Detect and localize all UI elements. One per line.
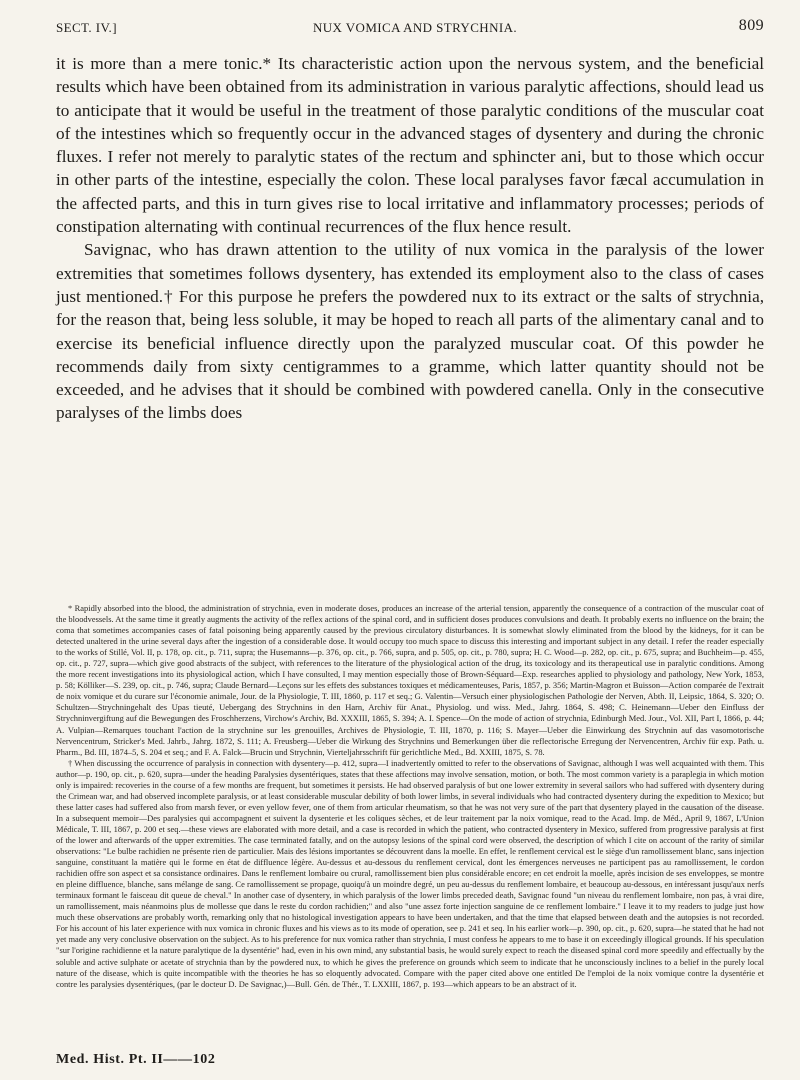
footnote-2: † When discussing the occurrence of paralysis in connection with dysentery—p. 412, supra—I inadvertently omitted to refer to the observations of Savignac, although I was well acquainted with them. This author—p. 190, op. cit., p. 620, supra—under the heading Paralysies dysentériques, states that these affections may involve sensation, motion, or both. The most common variety is a paraplegia in which motion only is impaired: recoveries in the course of a few months are frequent, but sometimes it persists. He had observed paralysis of but one lower extremity in several sailors who had suffered with dysentery during the Crimean war, and had observed incomplete paralysis, or at least considerable muscular debility of both lower limbs, in several individuals who had contracted dysentery during the expedition to Mexico; but these latter cases had suffered also from marsh fever, or even yellow fever, one of them from articular rheumatism, so that he was not very sure of the part that dysentery played in the causation of the disease. In a subsequent memoir—Des paralysies qui accompagnent et suivent la dysenterie et les coliques sèches, et de leur traitement par la noix vomique, read to the Acad. Imp. de Méd., April 9, 1867, L'Union Médicale, T. III, 1867, p. 200 et seq.—these views are elaborated with more detail, and a case is recorded in which the patient, who contracted dysentery in Mexico, suffered from progressive paralysis at first of the lower and afterwards of the upper extremities. The case terminated fatally, and on the autopsy lesions of the spinal cord were observed, the description of which I cite on account of the rarity of similar observations: "Le bulbe rachidien ne présente rien de particulier. Mais des lésions importantes se découvrent dans la moelle. En effet, le renflement cervical est le siège d'un ramollissement blanc, sans injection sanguine, constituant la matière qui le forme en état de diffluence légère. Au-dessus et au-dessous du renflement cervical, dont les émergences nerveuses ne participent pas au ramollissement, le cordon rachidien offre son aspect et sa consistance ordinaires. Dans le renflement lombaire ou crural, ramollissement bien plus considérable encore; en cet endroit la moelle, après incision de ses enveloppes, se montre en pleine diffluence, blanche, sans mélange de sang. Ce ramollissement se propage, quoiqu'à un moindre degré, un peu au-dessus du renflement lombaire, et beaucoup au-dessous, en intéressant jusqu'aux nerfs terminaux formant le faisceau dit queue de cheval." In another case of dysentery, in which paralysis of the lower limbs preceded death, Savignac found "un niveau du renflement lombaire, non pas, à vrai dire, un ramollissement, mais néanmoins plus de mollesse que dans le reste du cordon rachidien;" and also "une assez forte injection sanguine de ce renflement lombaire." I leave it to my readers to judge just how much these observations are probably worth, remarking only that no histological investigation appears to have been undertaken, and that the time that elapsed between death and the autopsies is not recorded. For his account of his later experience with nux vomica in chronic fluxes and his views as to its mode of operation, see p. 241 et seq. In his earlier work—p. 390, op. cit., p. 620, supra—he stated that he had not yet made any very conclusive observation on the subject. As to his preference for nux vomica rather than strychnia, I must confess he appears to me to base it on exceedingly illogical grounds. If his speculation "sur l'origine rachidienne et la nature paralytique de la dysentérie" had, even in his own mind, any substantial basis, he would surely expect to reach the diseased spinal cord more speedily and effectually by the soluble and active sulphate or acetate of strychnia than by the powdered nux, to which he gives the preference on grounds which seem to indicate that he unconsciously inclines to a belief in the purely local nature of the disease, which is quite incompatible with the theories he has so eloquently advocated. Compare with the paper cited above one entitled De l'emploi de la noix vomique contre la dysentérie et contre les paralysies dysentériques, (par le docteur D. De Savignac,)—Bull. Gén. de Thér., T. LXXIII, 1867, p. 193—which appears to be an abstract of it. <box>56 757 764 989</box>
running-title: NUX VOMICA AND STRYCHNIA. <box>312 20 518 35</box>
footnote-1: * Rapidly absorbed into the blood, the administration of strychnia, even in moderate doses, produces an increase of the arterial tension, apparently the consequence of a contraction of the muscular coat of the bloodvessels. At the same time it greatly augments the activity of the reflex actions of the spinal cord, and in sufficient doses produces convulsions and death. It probably exerts no influence on the brain; the coma that sometimes accompanies cases of fatal poisoning being apparently caused by the previous circulatory disturbances. It is somewhat slowly eliminated from the blood by the kidneys, for it can be detected unaltered in the urine several days after the ingestion of a considerable dose. It would occupy too much space to discuss this interesting and important subject in any detail. I refer the reader especially to the works of Stillé, Vol. II, p. 178, op. cit., p. 711, supra; the Husemanns—p. 376, op. cit., p. 766, supra, and p. 505, op. cit., p. 780, supra; H. C. Wood—p. 282, op. cit., p. 675, supra; and Buchheim—p. 455, op. cit., p. 727, supra—which give good abstracts of the subject, with references to the literature of the physiological action of the drug, its toxicology and its therapeutical use in paralytic conditions. Among the more recent investigations into its physiological action, which I have consulted, I may mention especially those of Brown-Séquard—Exp. researches applied to physiology and pathology, New York, 1853, p. 58; Kölliker—S. 239, op. cit., p. 746, supra; Claude Bernard—Leçons sur les effets des substances toxiques et médicamenteuses, Paris, 1857, p. 356; Martin-Magron et Buisson—Action comparée de l'extrait de noix vomique et du curare sur l'économie animale, Jour. de la Physiologie, T. III, 1860, p. 117 et seq.; G. Valentin—Versuch einer physiologischen Pathologie der Nerven, Abth. II, Leipsic, 1864, S. 320; O. Schultzen—Strychningehalt des Upas tieuté, Uebergang des Strychnins in den Harn, Archiv für Anat., Physiolog. und wiss. Med., Jahrg. 1864, S. 498; C. Heinemann—Ueber den Einfluss der Strychninvergiftung auf die Bewegungen des Froschherzens, Virchow's Archiv, Bd. XXXIII, 1865, S. 394; A. I. Spence—On the mode of action of strychnia, Edinburgh Med. Jour., Vol. XII, Part I, 1866, p. 44; A. Vulpian—Remarques touchant l'action de la strychnine sur les grenouilles, Archives de Physiologie, T. III, 1870, p. 116; S. Mayer—Ueber die Einwirkung des Strychnin auf das vasomotorische Nervencentrum, Stricker's Med. Jahrb., Jahrg. 1872, S. 111; A. Freusberg—Ueber die Wirkung des Strychnins und Bemerkungen über die reflectorische Erregung der Nervencentren, Archiv für exp. Path. u. Pharm., Bd. III, 1874–5, S. 204 et seq.; and F. A. Falck—Brucin und Strychnin, Vierteljahrsschrift für gerichtliche Med., Bd. XXIII, 1875, S. 78. <box>56 603 764 757</box>
running-head <box>56 17 764 40</box>
signature-mark: Med. Hist. Pt. II——102 <box>56 1052 216 1067</box>
footnotes <box>56 603 764 990</box>
page-number: 809 <box>738 17 764 34</box>
main-text <box>56 52 764 425</box>
body-paragraph-2: Savignac, who has drawn attention to the utility of nux vomica in the paralysis of the lower extremities that sometimes follows dysentery, has extended its employment also to the class of cases just mentioned.† For this purpose he prefers the powdered nux to its extract or the salts of strychnia, for the reason that, being less soluble, it may be hoped to reach all parts of the alimentary canal and to exercise its beneficial influence directly upon the paralyzed muscular coat. Of this powder he recommends daily from sixty centigrammes to a gramme, which latter quantity should not be exceeded, and he advises that it should be combined with powdered canella. Only in the consecutive paralyses of the limbs does <box>56 240 764 423</box>
section-label: SECT. IV.] <box>56 20 117 35</box>
body-paragraph-1: it is more than a mere tonic.* Its characteristic action upon the nervous system, and the beneficial results which have been obtained from its administration in various paralytic affections, should lead us to anticipate that it would be useful in the treatment of those paralytic conditions of the muscular coat of the intestines which so frequently occur in the advanced stages of dysentery and during the chronic fluxes. I refer not merely to paralytic states of the rectum and sphincter ani, but to those which occur in other parts of the intestine, especially the colon. These local paralyses favor fæcal accumulation in the affected parts, and this in turn gives rise to local irritative and inflammatory processes; periods of constipation alternating with continual recurrences of the flux hence result. <box>56 54 764 237</box>
